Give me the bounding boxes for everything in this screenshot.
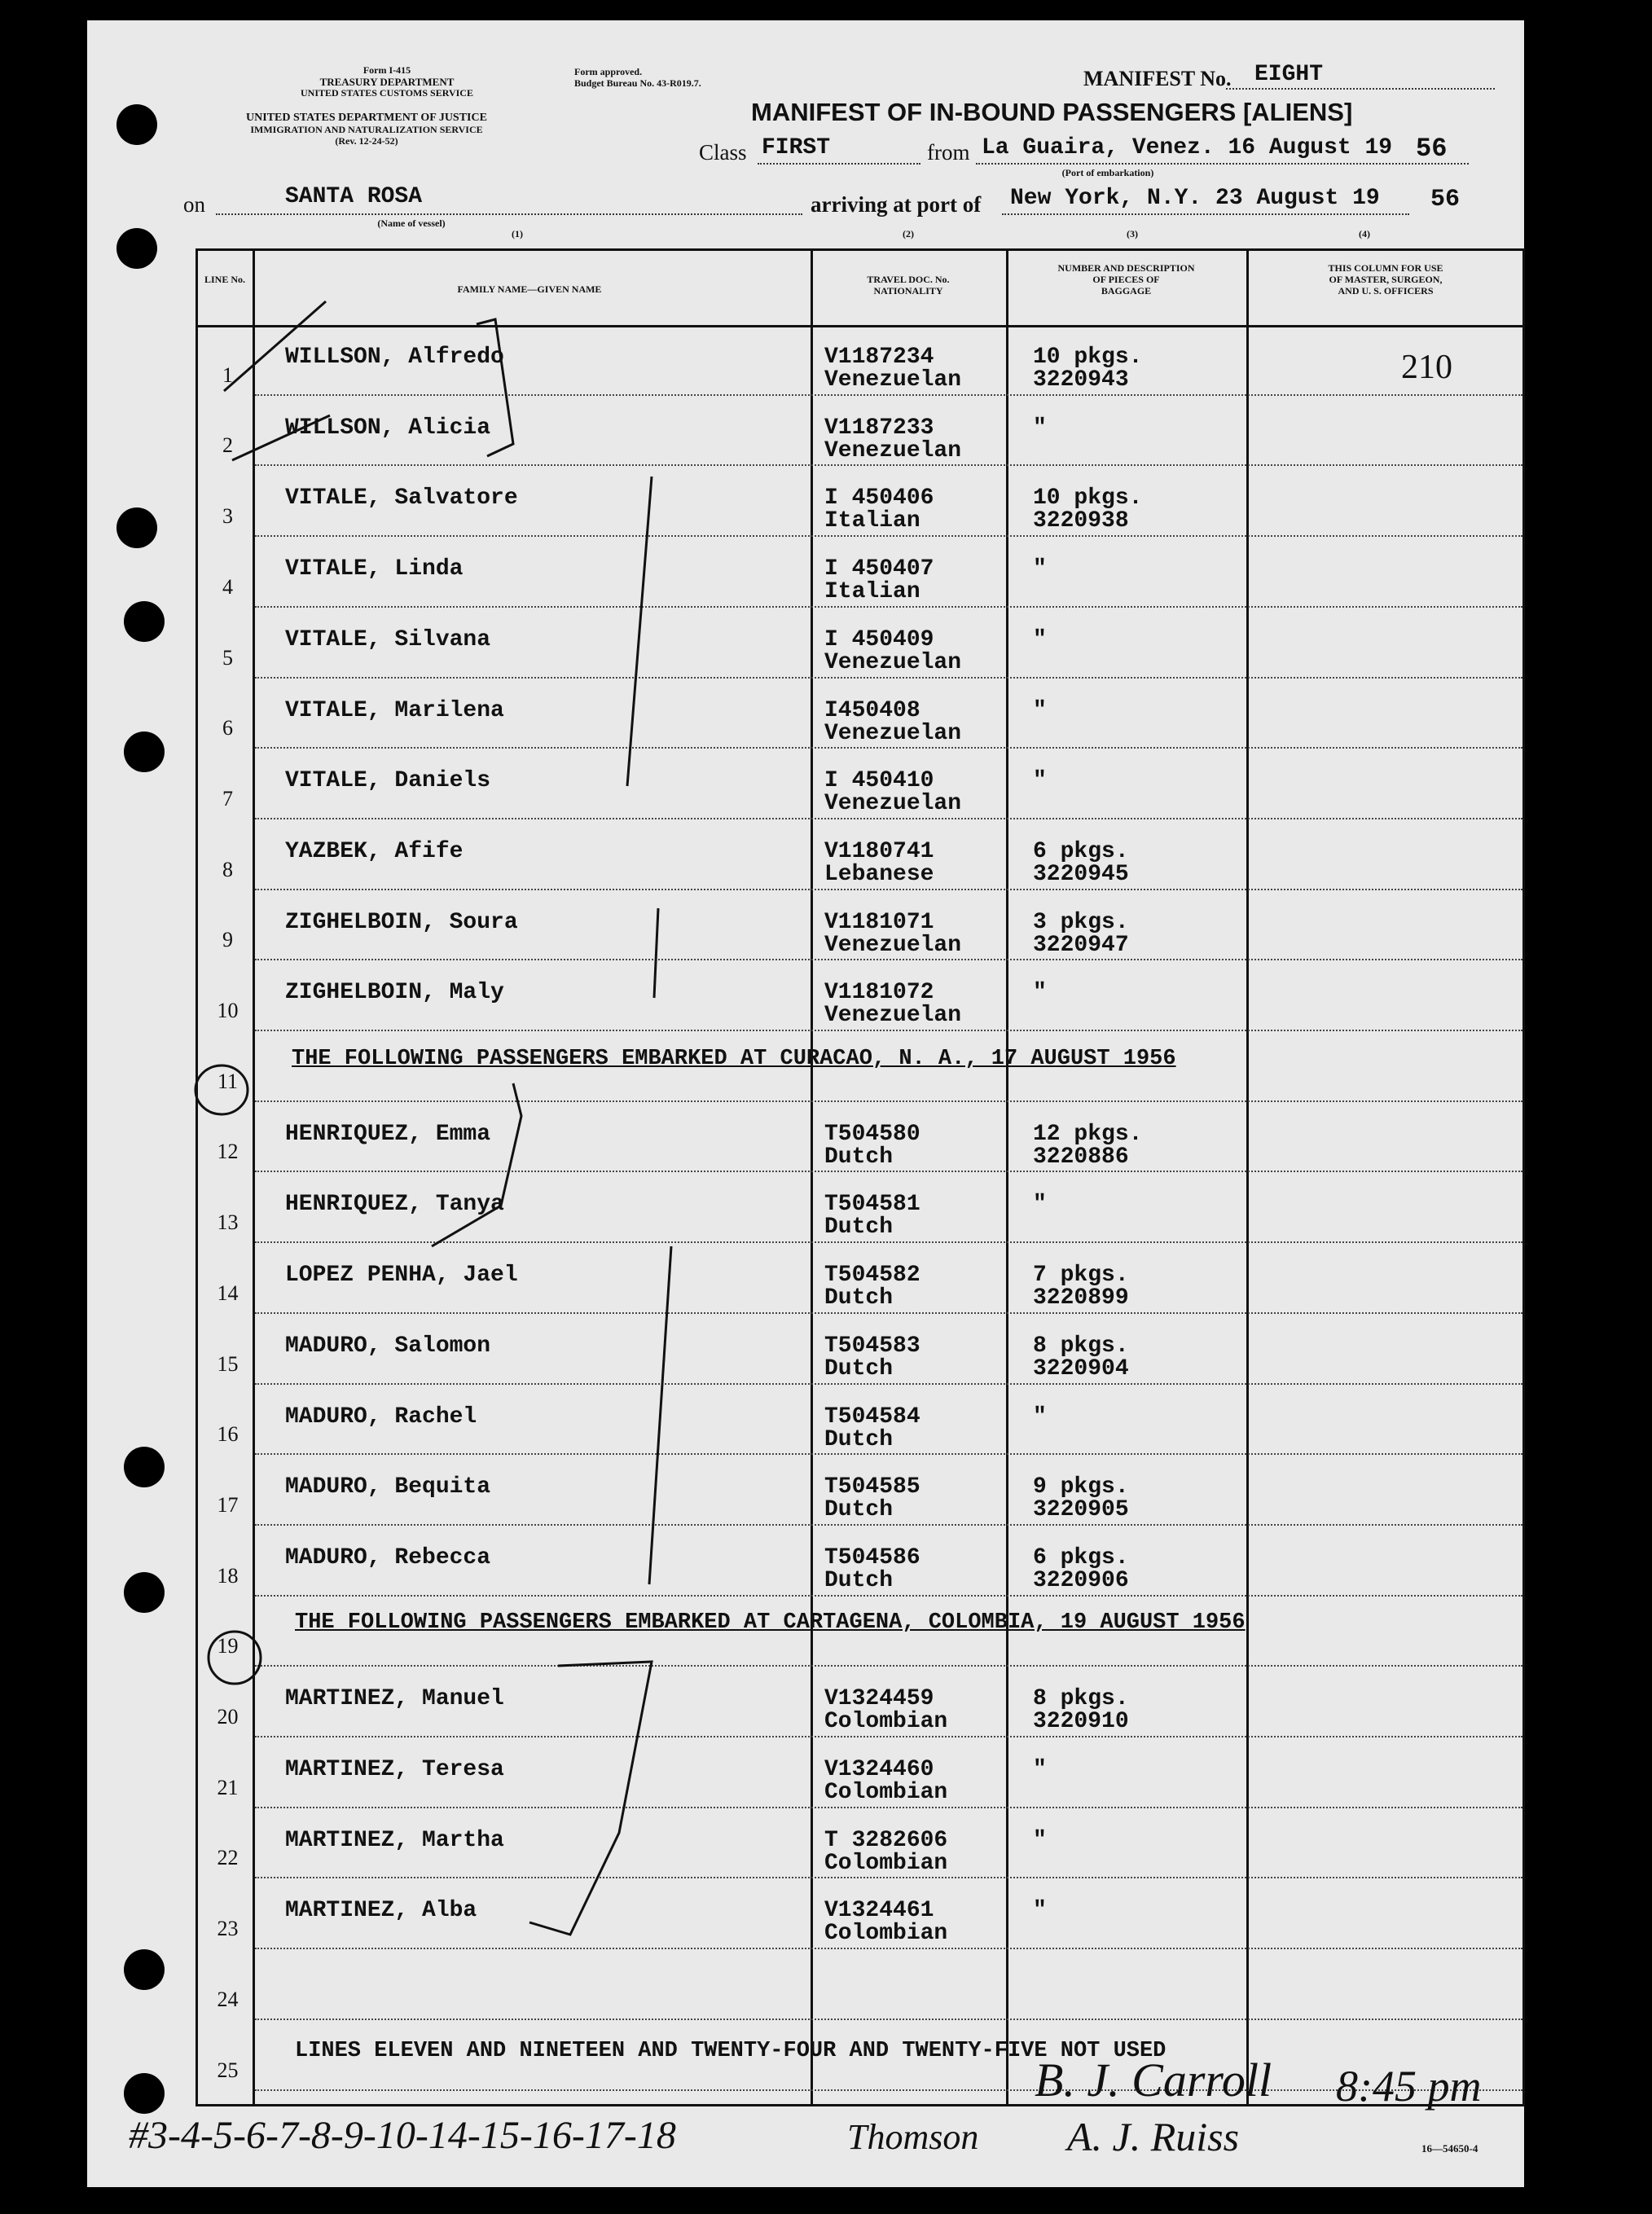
line-number: 9	[222, 928, 233, 951]
passenger-name: VITALE, Salvatore	[285, 485, 518, 511]
passenger-name: MADURO, Bequita	[285, 1474, 491, 1500]
line-number: 21	[217, 1776, 239, 1799]
baggage-count: "	[1033, 415, 1047, 441]
baggage-ticket: 3220886	[1033, 1144, 1129, 1170]
passenger-name: WILLSON, Alfredo	[285, 345, 504, 370]
not-used-note: LINES ELEVEN AND NINETEEN AND TWENTY-FOUR AND TWENTY-FIVE NOT USED	[295, 2039, 1167, 2063]
baggage-count: "	[1033, 1192, 1047, 1217]
ins-service: IMMIGRATION AND NATURALIZATION SERVICE	[250, 124, 483, 135]
line-number: 7	[222, 787, 233, 810]
nationality: Colombian	[824, 1780, 948, 1805]
revision-date: (Rev. 12-24-52)	[335, 135, 398, 147]
col-name: FAMILY NAME—GIVEN NAME	[457, 283, 602, 295]
nationality: Venezuelan	[824, 650, 962, 675]
travel-doc-no: V1181072	[824, 980, 934, 1005]
nationality: Venezuelan	[824, 1003, 962, 1028]
line-number: 25	[217, 2058, 239, 2082]
handwritten-line-list: #3-4-5-6-7-8-9-10-14-15-16-17-18	[129, 2114, 676, 2157]
passenger-name: ZIGHELBOIN, Soura	[285, 910, 518, 935]
nationality: Venezuelan	[824, 721, 962, 746]
officer-note: 210	[1401, 349, 1452, 386]
line-number: 8	[222, 858, 233, 881]
baggage-count: 3 pkgs.	[1033, 910, 1129, 935]
passenger-name: ZIGHELBOIN, Maly	[285, 980, 504, 1005]
class-label: Class	[699, 140, 747, 165]
baggage-ticket: 3220905	[1033, 1497, 1129, 1522]
baggage-count: 7 pkgs.	[1033, 1263, 1129, 1288]
bracket-mark	[529, 1662, 652, 1935]
line-number: 3	[222, 504, 233, 528]
travel-doc-no: T 3282606	[824, 1828, 948, 1853]
line-number: 1	[222, 363, 233, 387]
travel-doc-no: T504582	[824, 1263, 920, 1288]
vessel-note: (Name of vessel)	[377, 217, 446, 229]
line-number: 19	[217, 1634, 239, 1658]
travel-doc-no: I 450409	[824, 627, 934, 652]
baggage-count: 6 pkgs.	[1033, 839, 1129, 864]
baggage-ticket: 3220904	[1033, 1356, 1129, 1382]
baggage-ticket: 3220910	[1033, 1709, 1129, 1734]
handwritten-time: 8:45 pm	[1336, 2062, 1482, 2111]
line-number: 17	[217, 1493, 239, 1517]
tick-mark	[232, 415, 330, 460]
nationality: Italian	[824, 579, 920, 604]
baggage-count: "	[1033, 1757, 1047, 1782]
nationality: Venezuelan	[824, 367, 962, 393]
bracket-mark	[477, 319, 513, 456]
nationality: Lebanese	[824, 862, 934, 887]
passenger-name: HENRIQUEZ, Emma	[285, 1122, 491, 1147]
baggage-count: 8 pkgs.	[1033, 1333, 1129, 1359]
baggage-ticket: 3220947	[1033, 933, 1129, 958]
baggage-count: "	[1033, 627, 1047, 652]
passenger-name: VITALE, Marilena	[285, 698, 504, 723]
baggage-count: "	[1033, 1404, 1047, 1430]
signature-thomson: Thomson	[847, 2117, 979, 2157]
baggage-count: 9 pkgs.	[1033, 1474, 1129, 1500]
nationality: Dutch	[824, 1497, 894, 1522]
line-number: 10	[217, 999, 239, 1022]
line-number: 24	[217, 1988, 239, 2011]
travel-doc-no: I 450406	[824, 485, 934, 511]
customs-service: UNITED STATES CUSTOMS SERVICE	[301, 87, 473, 99]
circled-line-11	[196, 1065, 248, 1114]
passenger-name: MADURO, Rachel	[285, 1404, 477, 1430]
baggage-count: "	[1033, 1898, 1047, 1923]
nationality: Colombian	[824, 1851, 948, 1876]
baggage-count: 6 pkgs.	[1033, 1545, 1129, 1570]
manifest-title: MANIFEST OF IN-BOUND PASSENGERS [ALIENS]	[751, 98, 1353, 126]
baggage-count: "	[1033, 698, 1047, 723]
column-number-3: (3)	[1127, 228, 1138, 239]
nationality: Italian	[824, 508, 920, 534]
col-baggage: NUMBER AND DESCRIPTION	[1057, 262, 1195, 274]
travel-doc-no: V1180741	[824, 839, 934, 864]
vertical-check	[627, 477, 652, 786]
travel-doc-no: T504583	[824, 1333, 920, 1359]
col-nationality: NATIONALITY	[873, 285, 943, 297]
vertical-check	[654, 908, 658, 998]
column-number-1: (1)	[512, 228, 523, 239]
nationality: Venezuelan	[824, 933, 962, 958]
line-number: 4	[222, 575, 233, 599]
line-number: 22	[217, 1846, 239, 1869]
column-number-4: (4)	[1359, 228, 1370, 239]
signature-ruiss: A. J. Ruiss	[1067, 2114, 1240, 2159]
baggage-count: 10 pkgs.	[1033, 485, 1143, 511]
passenger-name: VITALE, Silvana	[285, 627, 491, 652]
travel-doc-no: T504585	[824, 1474, 920, 1500]
col-travel-doc: TRAVEL DOC. No.	[867, 274, 950, 285]
vessel-name: SANTA ROSA	[285, 184, 423, 209]
circled-line-19	[209, 1632, 261, 1684]
travel-doc-no: V1324461	[824, 1898, 934, 1923]
line-number: 16	[217, 1422, 239, 1446]
nationality: Dutch	[824, 1568, 894, 1593]
baggage-count: "	[1033, 1828, 1047, 1853]
bracket-mark	[432, 1083, 521, 1246]
cartagena-note: THE FOLLOWING PASSENGERS EMBARKED AT CARTAGENA, COLOMBIA, 19 AUGUST 1956	[295, 1610, 1246, 1635]
passenger-name: VITALE, Linda	[285, 556, 464, 582]
passenger-name: WILLSON, Alicia	[285, 415, 491, 441]
manifest-no-label: MANIFEST No.	[1083, 67, 1232, 90]
col-baggage-3: BAGGAGE	[1101, 285, 1152, 297]
baggage-count: "	[1033, 980, 1047, 1005]
manifest-number: EIGHT	[1254, 62, 1324, 87]
baggage-count: 12 pkgs.	[1033, 1122, 1143, 1147]
line-number: 15	[217, 1352, 239, 1376]
signature-carroll: B. J. Carroll	[1035, 2054, 1272, 2106]
nationality: Venezuelan	[824, 438, 962, 463]
line-number: 2	[222, 433, 233, 457]
travel-doc-no: V1324459	[824, 1686, 934, 1711]
print-code: 16—54650-4	[1421, 2142, 1478, 2155]
on-label: on	[183, 192, 205, 217]
line-number: 11	[217, 1070, 239, 1093]
from-label: from	[927, 140, 970, 165]
baggage-ticket: 3220943	[1033, 367, 1129, 393]
baggage-ticket: 3220945	[1033, 862, 1129, 887]
travel-doc-no: V1181071	[824, 910, 934, 935]
travel-doc-no: I450408	[824, 698, 920, 723]
column-number-2: (2)	[903, 228, 914, 239]
passenger-name: VITALE, Daniels	[285, 768, 491, 793]
passenger-name: YAZBEK, Afife	[285, 839, 464, 864]
line-number: 5	[222, 646, 233, 670]
arrival-year: 56	[1430, 186, 1461, 213]
line-number: 12	[217, 1140, 239, 1163]
nationality: Dutch	[824, 1144, 894, 1170]
nationality: Dutch	[824, 1285, 894, 1311]
passenger-name: MARTINEZ, Manuel	[285, 1686, 504, 1711]
passenger-name: MARTINEZ, Teresa	[285, 1757, 504, 1782]
passenger-name: MARTINEZ, Martha	[285, 1828, 504, 1853]
vertical-check	[649, 1246, 671, 1584]
travel-doc-no: V1187234	[824, 345, 934, 370]
baggage-count: "	[1033, 768, 1047, 793]
treasury-department: TREASURY DEPARTMENT	[319, 76, 455, 88]
travel-doc-no: T504580	[824, 1122, 920, 1147]
arriving-label: arriving at port of	[811, 192, 982, 217]
passenger-name: HENRIQUEZ, Tanya	[285, 1192, 504, 1217]
class-value: FIRST	[762, 135, 831, 160]
passenger-name: MADURO, Rebecca	[285, 1545, 491, 1570]
line-number: 18	[217, 1564, 239, 1588]
from-year: 56	[1416, 134, 1448, 164]
line-number: 20	[217, 1705, 239, 1729]
nationality: Venezuelan	[824, 791, 962, 816]
passenger-name: LOPEZ PENHA, Jael	[285, 1263, 518, 1288]
baggage-ticket: 3220906	[1033, 1568, 1129, 1593]
baggage-count: "	[1033, 556, 1047, 582]
port-embarkation-note: (Port of embarkation)	[1061, 167, 1154, 178]
col-officers-2: OF MASTER, SURGEON,	[1329, 274, 1443, 285]
baggage-ticket: 3220938	[1033, 508, 1129, 534]
nationality: Dutch	[824, 1427, 894, 1452]
tick-mark	[224, 301, 326, 391]
travel-doc-no: I 450407	[824, 556, 934, 582]
curacao-note: THE FOLLOWING PASSENGERS EMBARKED AT CURACAO, N. A., 17 AUGUST 1956	[292, 1047, 1176, 1071]
baggage-count: 8 pkgs.	[1033, 1686, 1129, 1711]
col-officers-3: AND U. S. OFFICERS	[1338, 285, 1434, 297]
line-number: 14	[217, 1281, 239, 1305]
nationality: Dutch	[824, 1215, 894, 1240]
form-approved: Form approved.	[574, 66, 643, 77]
travel-doc-no: V1324460	[824, 1757, 934, 1782]
line-number: 13	[217, 1210, 239, 1234]
nationality: Colombian	[824, 1921, 948, 1946]
form-number: Form I-415	[362, 64, 411, 76]
col-officers: THIS COLUMN FOR USE	[1328, 262, 1443, 274]
baggage-ticket: 3220899	[1033, 1285, 1129, 1311]
from-value: La Guaira, Venez. 16 August 19	[982, 135, 1393, 160]
nationality: Dutch	[824, 1356, 894, 1382]
col-line-no: LINE No.	[204, 274, 245, 285]
budget-bureau: Budget Bureau No. 43-R019.7.	[574, 77, 701, 89]
travel-doc-no: T504586	[824, 1545, 920, 1570]
line-number: 6	[222, 716, 233, 740]
baggage-count: 10 pkgs.	[1033, 345, 1143, 370]
col-baggage-2: OF PIECES OF	[1092, 274, 1160, 285]
travel-doc-no: I 450410	[824, 768, 934, 793]
passenger-name: MARTINEZ, Alba	[285, 1898, 477, 1923]
line-number: 23	[217, 1917, 239, 1940]
travel-doc-no: V1187233	[824, 415, 934, 441]
department-of-justice: UNITED STATES DEPARTMENT OF JUSTICE	[246, 112, 487, 124]
nationality: Colombian	[824, 1709, 948, 1734]
travel-doc-no: T504581	[824, 1192, 920, 1217]
passenger-name: MADURO, Salomon	[285, 1333, 491, 1359]
arrival-value: New York, N.Y. 23 August 19	[1010, 186, 1380, 211]
travel-doc-no: T504584	[824, 1404, 920, 1430]
